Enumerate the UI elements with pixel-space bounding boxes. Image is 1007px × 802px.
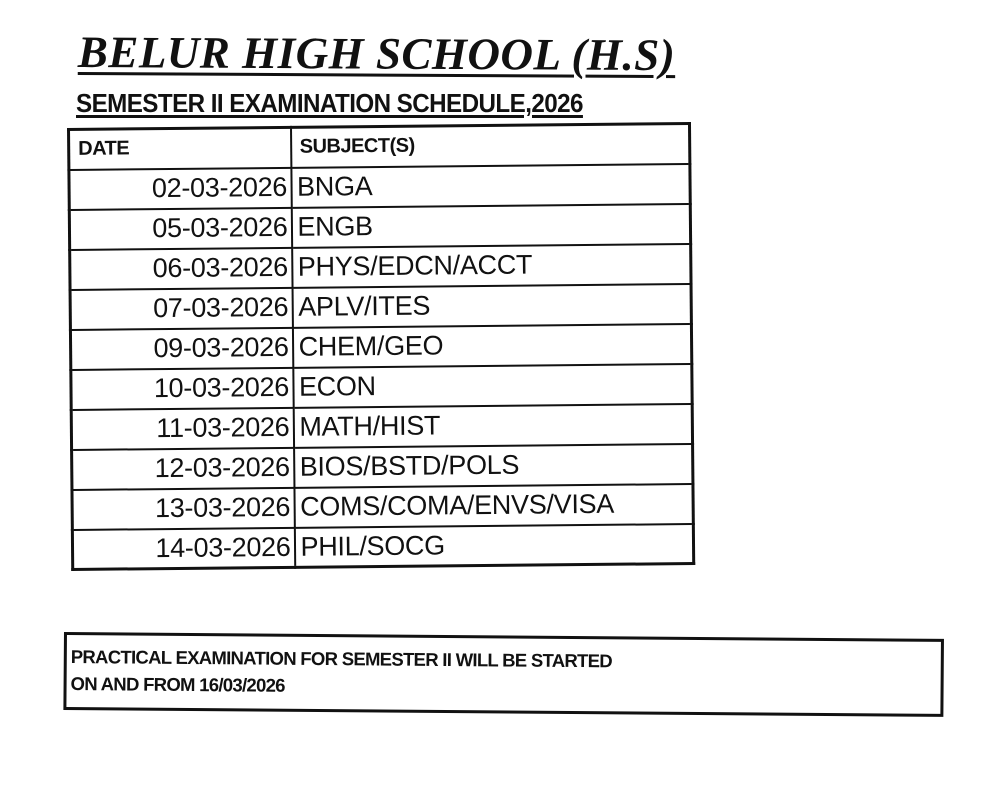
date-cell: 09-03-2026	[70, 327, 292, 369]
notice-line-1: PRACTICAL EXAMINATION FOR SEMESTER II WILL BE STARTED	[70, 646, 613, 672]
date-cell: 13-03-2026	[72, 487, 294, 529]
date-cell: 10-03-2026	[71, 367, 293, 409]
table-row	[71, 404, 692, 450]
date-cell: 07-03-2026	[70, 287, 292, 329]
exam-schedule-table	[67, 122, 695, 571]
date-cell: 06-03-2026	[70, 247, 292, 289]
date-cell: 11-03-2026	[71, 407, 293, 449]
table-row	[70, 324, 691, 370]
school-name-title: BELUR HIGH SCHOOL (H.S)	[77, 26, 676, 81]
table-row	[72, 524, 693, 570]
practical-exam-notice	[63, 632, 944, 717]
table-row	[72, 444, 693, 490]
table-row	[69, 204, 690, 250]
date-cell: 05-03-2026	[69, 207, 291, 249]
subject-cell: COMS/COMA/ENVS/VISA	[294, 484, 693, 528]
table-row	[70, 284, 691, 330]
column-header-date: DATE	[69, 127, 291, 169]
schedule-title: SEMESTER II EXAMINATION SCHEDULE,2026	[76, 88, 583, 118]
table-row	[69, 164, 690, 210]
date-cell: 02-03-2026	[69, 167, 291, 209]
notice-line-2: ON AND FROM 16/03/2026	[70, 673, 285, 696]
subject-cell: ENGB	[291, 204, 690, 248]
date-cell: 14-03-2026	[72, 527, 294, 569]
date-cell: 12-03-2026	[72, 447, 294, 489]
subject-cell: PHIL/SOCG	[294, 524, 693, 568]
table-row	[71, 364, 692, 410]
subject-cell: PHYS/EDCN/ACCT	[292, 244, 691, 288]
subject-cell: BIOS/BSTD/POLS	[294, 444, 693, 488]
table-header-row	[69, 124, 690, 170]
subject-cell: CHEM/GEO	[292, 324, 691, 368]
subject-cell: APLV/ITES	[292, 284, 691, 328]
column-header-subjects: SUBJECT(S)	[291, 124, 690, 168]
subject-cell: BNGA	[291, 164, 690, 208]
table-row	[70, 244, 691, 290]
subject-cell: ECON	[293, 364, 692, 408]
table-row	[72, 484, 693, 530]
subject-cell: MATH/HIST	[293, 404, 692, 448]
